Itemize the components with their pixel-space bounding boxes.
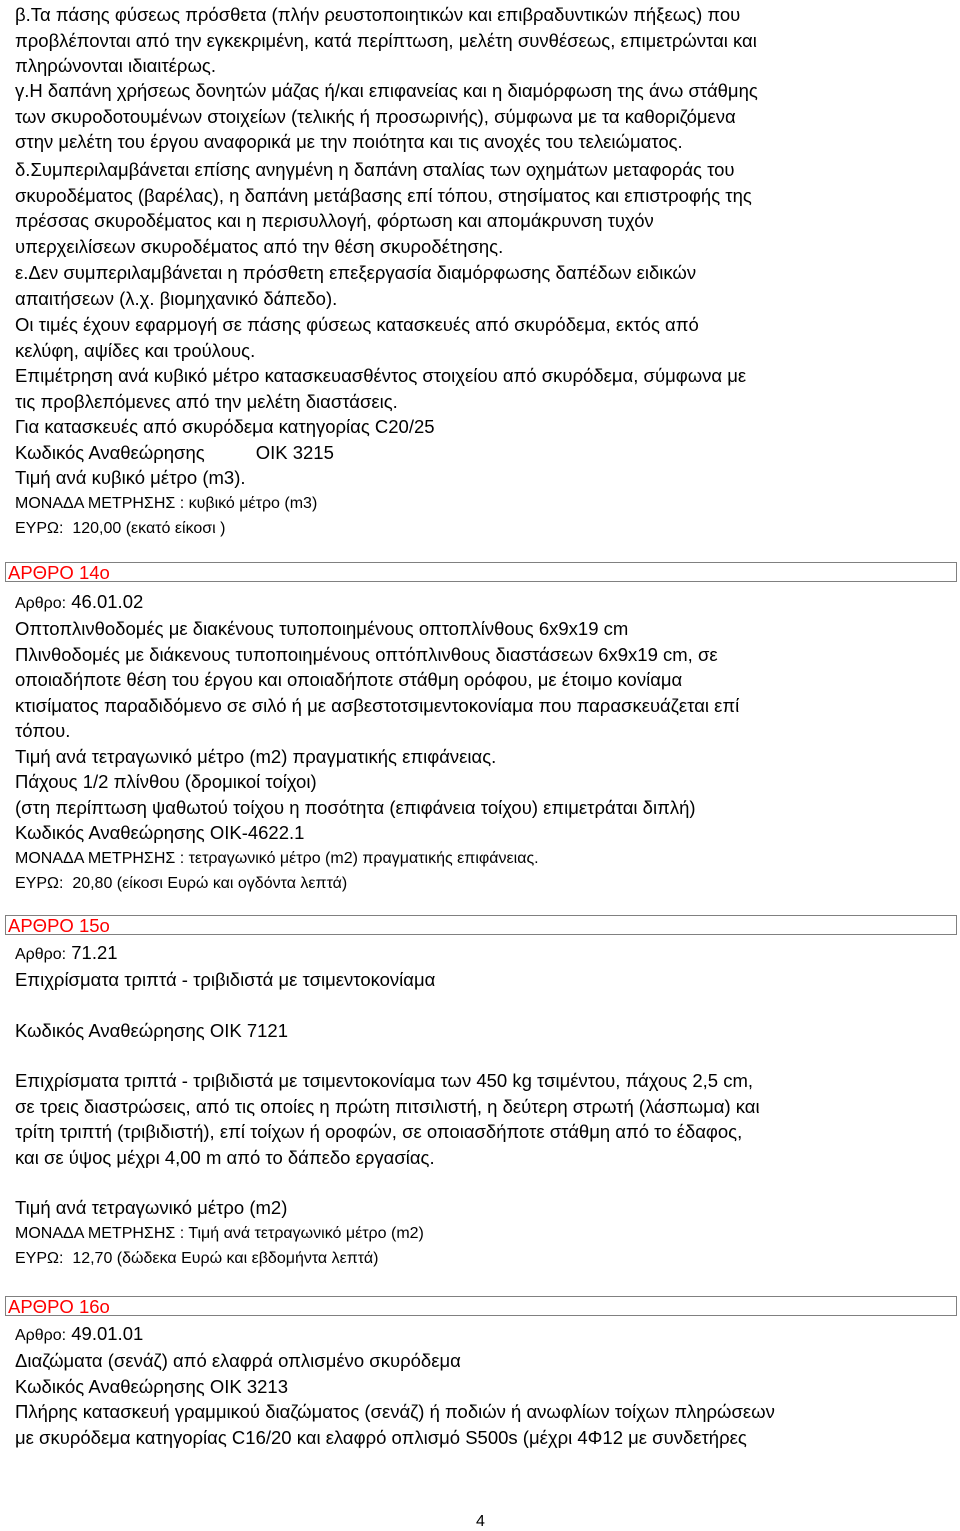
spacer [15,1170,952,1195]
text-line: Διαζώματα (σενάζ) από ελαφρά οπλισμένο σκυρόδεμα [15,1350,461,1371]
arthro-value: 71.21 [71,942,118,963]
article-15-body [15,940,952,1271]
euro-row [15,871,952,896]
price-unit: Τιμή ανά κυβικό μέτρο (m3). [15,467,246,488]
text-line: Κωδικός Αναθεώρησης ΟΙΚ 7121 [15,1019,288,1041]
euro-value: 120,00 (εκατό είκοσι ) [72,519,226,537]
text-line: και σε ύψος μέχρι 4,00 m από το δάπεδο εργασίας. [15,1146,435,1168]
text-line: απαιτήσεων (λ.χ. βιομηχανικό δάπεδο). [15,287,338,309]
text-line: Πλινθοδομές με διάκενους τυποποιημένους οπτόπλινθους διαστάσεων 6x9x19 cm, σε [15,643,718,665]
unit-value: τετραγωνικό μέτρο (m2) πραγματικής επιφάνειας. [188,849,539,867]
text-line: δ.Συμπεριλαμβάνεται επίσης ανηγμένη η δαπάνη σταλίας των οχημάτων μεταφοράς του [15,159,735,180]
text-line: Οι τιμές έχουν εφαρμογή σε πάσης φύσεως κατασκευές από σκυρόδεμα, εκτός από [15,314,699,335]
arthro-value: 46.01.02 [71,591,144,612]
arthro-row [15,589,952,616]
text-line: με σκυρόδεμα κατηγορίας C16/20 και ελαφρό οπλισμό S500s (μέχρι 4Φ12 με συνδετήρες [15,1426,747,1448]
code-row [15,440,952,466]
text-line: (στη περίπτωση ψαθωτού τοίχου η ποσότητα (επιφάνεια τοίχου) επιμετράται διπλή) [15,796,696,818]
text-line: σε τρεις διαστρώσεις, από τις οποίες η πρώτη πιτσιλιστή, η δεύτερη στρωτή (λάσπωμα) και [15,1095,760,1117]
unit-label: ΜΟΝΑΔΑ ΜΕΤΡΗΣΗΣ : [15,494,185,512]
euro-value: 20,80 (είκοσι Ευρώ και ογδόντα λεπτά) [72,874,348,892]
text-line: γ.Η δαπάνη χρήσεως δονητών μάζας ή/και επιφανείας και η διαμόρφωση της άνω στάθμης [15,80,758,101]
text-line: κελύφη, αψίδες και τρούλους. [15,339,256,361]
text-line: Πλήρης κατασκευή γραμμικού διαζώματος (σενάζ) ή ποδιών ή ανωφλίων τοίχων πληρώσεων [15,1401,775,1422]
article-header-15 [5,915,957,935]
euro-row [15,516,952,541]
text-line: πρέσσας σκυροδέματος και η περισυλλογή, φόρτωση και απομάκρυνση τυχόν [15,210,654,231]
unit-label: ΜΟΝΑΔΑ ΜΕΤΡΗΣΗΣ : [15,849,185,867]
arthro-label: Αρθρο: [15,1327,67,1344]
article-header-16 [5,1296,957,1316]
euro-label: ΕΥΡΩ: [15,519,64,537]
arthro-row [15,940,952,967]
spacer [15,1043,952,1068]
arthro-row [15,1321,952,1348]
unit-row [15,846,952,871]
text-line: ε.Δεν συμπεριλαμβάνεται η πρόσθετη επεξεργασία διαμόρφωσης δαπέδων ειδικών [15,262,697,283]
text-line: Κωδικός Αναθεώρησης ΟΙΚ 3213 [15,1375,288,1397]
text-line: πληρώνονται ιδιαιτέρως. [15,55,216,76]
article-16-body [15,1321,952,1450]
text-line: Επιμέτρηση ανά κυβικό μέτρο κατασκευασθέντος στοιχείου από σκυρόδεμα, σύμφωνα με [15,365,747,386]
unit-row [15,1221,952,1246]
intro-paragraph-e [15,260,952,311]
page-number: 4 [476,1513,485,1530]
article-header-label: ΑΡΘΡΟ 15ο [8,915,110,936]
arthro-value: 49.01.01 [71,1323,144,1344]
text-line: β.Τα πάσης φύσεως πρόσθετα (πλήν ρευστοποιητικών και επιβραδυντικών πήξεως) που [15,4,741,25]
text-line: Τιμή ανά τετραγωνικό μέτρο (m2) πραγματικής επιφάνειας. [15,745,497,767]
text-line: Επιχρίσματα τριπτά - τριβιδιστά με τσιμεντοκονίαμα [15,969,436,990]
text-line: Για κατασκευές από σκυρόδεμα κατηγορίας C20/25 [15,416,435,437]
article-14-body [15,589,952,896]
unit-value: κυβικό μέτρο (m3) [188,494,318,512]
euro-value: 12,70 (δώδεκα Ευρώ και εβδομήντα λεπτά) [72,1249,379,1267]
text-line: σκυροδέματος (βαρέλας), η δαπάνη μετάβασης επί τόπου, στησίματος και επιστροφής της [15,184,752,206]
text-line: των σκυροδοτουμένων στοιχείων (τελικής ή προσωρινής), σύμφωνα με τα καθοριζόμενα [15,105,736,127]
article-header-label: ΑΡΘΡΟ 14ο [8,562,110,583]
unit-value: Τιμή ανά τετραγωνικό μέτρο (m2) [188,1224,424,1242]
text-line: υπερχειλίσεων σκυροδέματος από την θέση σκυροδέτησης. [15,235,504,257]
text-line: τρίτη τριπτή (τριβιδιστή), επί τοίχων ή οροφών, σε οποιασδήποτε στάθμη από το έδαφος, [15,1121,743,1142]
euro-label: ΕΥΡΩ: [15,874,64,892]
euro-label: ΕΥΡΩ: [15,1249,64,1267]
intro-paragraph-d [15,157,952,259]
text-line: Οπτοπλινθοδομές με διακένους τυποποιημένους οπτοπλίνθους 6x9x19 cm [15,618,629,639]
text-line: Κωδικός Αναθεώρησης ΟΙΚ-4622.1 [15,822,305,843]
arthro-label: Αρθρο: [15,595,67,612]
text-line: τις προβλεπόμενες από την μελέτη διαστάσεις. [15,390,398,412]
arthro-label: Αρθρο: [15,946,67,963]
text-line: Επιχρίσματα τριπτά - τριβιδιστά με τσιμεντοκονίαμα των 450 kg τσιμέντου, πάχους 2,5 cm, [15,1070,754,1091]
text-line: κτισίματος παραδιδόμενο σε σιλό ή με ασβεστοτσιμεντοκονίαμα που παρασκευάζεται επί [15,694,740,716]
unit-label: ΜΟΝΑΔΑ ΜΕΤΡΗΣΗΣ : [15,1224,185,1242]
spacer [15,993,952,1018]
euro-row [15,1246,952,1271]
intro-rest [15,312,952,541]
code-value: ΟΙΚ 3215 [255,441,334,463]
text-line: Τιμή ανά τετραγωνικό μέτρο (m2) [15,1197,288,1218]
intro-paragraph-b [15,2,952,79]
article-header-label: ΑΡΘΡΟ 16ο [8,1296,110,1317]
text-line: στην μελέτη του έργου αναφορικά με την ποιότητα και τις ανοχές του τελειώματος. [15,131,683,152]
text-line: προβλέπονται από την εγκεκριμένη, κατά περίπτωση, μελέτη συνθέσεως, επιμετρώνται και [15,29,757,51]
unit-row [15,491,952,516]
text-line: Πάχους 1/2 πλίνθου (δρομικοί τοίχοι) [15,771,317,792]
code-label: Κωδικός Αναθεώρησης [15,441,205,463]
article-header-14 [5,562,957,582]
intro-paragraph-g [15,78,952,155]
text-line: οποιαδήποτε θέση του έργου και οποιαδήποτε στάθμη ορόφου, με έτοιμο κονίαμα [15,669,683,690]
text-line: τόπου. [15,720,71,741]
